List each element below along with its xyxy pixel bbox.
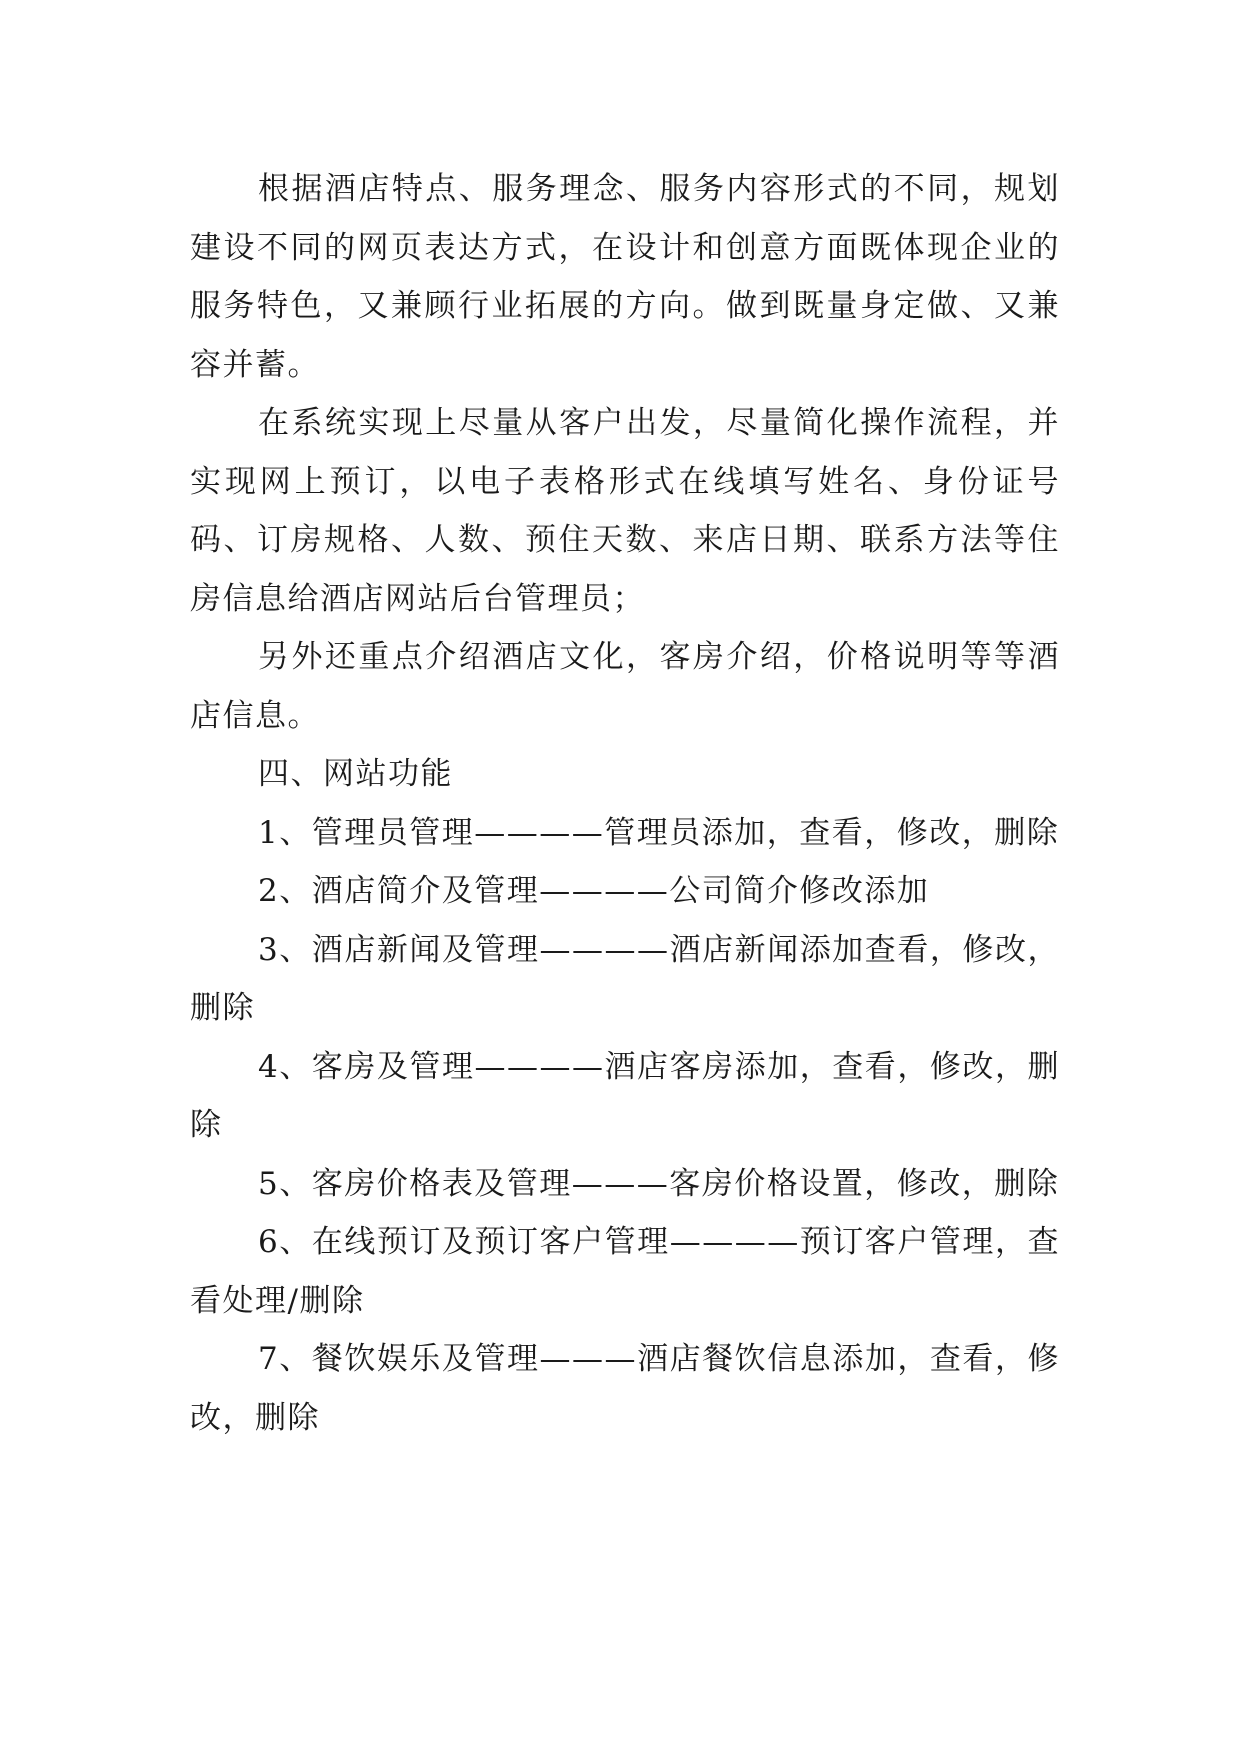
function-item-intro: 2、酒店简介及管理————公司简介修改添加: [258, 873, 930, 909]
function-item-dining: 7、餐饮娱乐及管理———酒店餐饮信息添加，查看，修改，删除: [190, 1341, 1060, 1436]
function-item-admin: 1、管理员管理————管理员添加，查看，修改，删除: [258, 814, 1060, 851]
function-item-rooms: 4、客房及管理————酒店客房添加，查看，修改，删除: [190, 1048, 1060, 1143]
section-heading-functions: 四、网站功能: [258, 756, 453, 792]
function-item-prices: 5、客房价格表及管理———客房价格设置，修改，删除: [258, 1165, 1060, 1202]
paragraph-system: 在系统实现上尽量从客户出发，尽量简化操作流程，并实现网上预订，以电子表格形式在线填写姓名、身份证号码、订房规格、人数、预住天数、来店日期、联系方法等住房信息给酒店网站后台管理员；: [190, 405, 1060, 617]
function-item-booking: 6、在线预订及预订客户管理————预订客户管理，查看处理/删除: [190, 1224, 1060, 1319]
paragraph-culture: 另外还重点介绍酒店文化，客房介绍，价格说明等等酒店信息。: [190, 639, 1060, 734]
paragraph-planning: 根据酒店特点、服务理念、服务内容形式的不同，规划建设不同的网页表达方式，在设计和创意方面既体现企业的服务特色，又兼顾行业拓展的方向。做到既量身定做、又兼容并蓄。: [190, 171, 1060, 383]
document-body: [190, 160, 1060, 1447]
function-item-news: 3、酒店新闻及管理————酒店新闻添加查看，修改，删除: [190, 931, 1060, 1026]
